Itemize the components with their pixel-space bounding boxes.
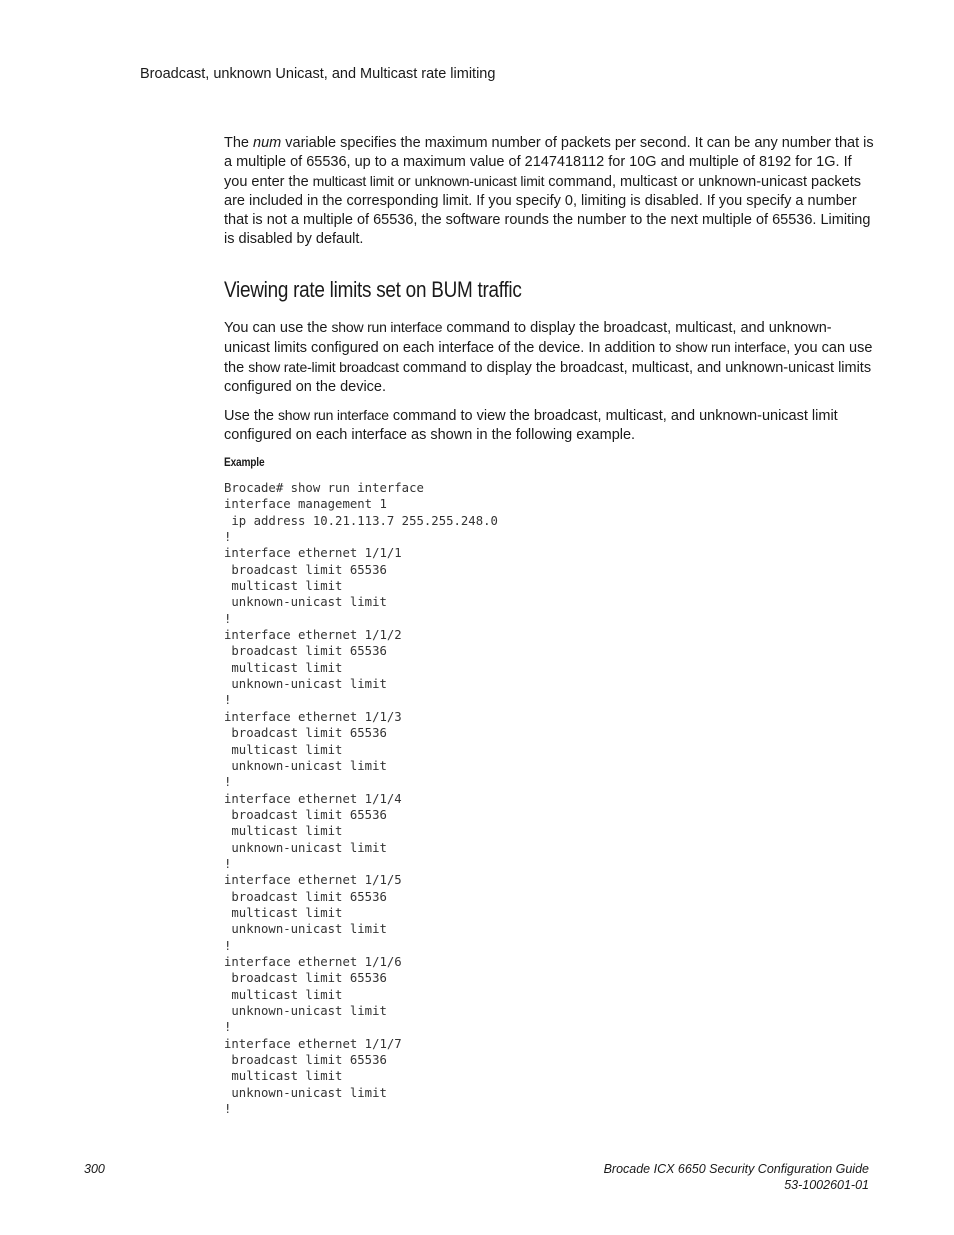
code-line: broadcast limit 65536 <box>224 889 387 904</box>
unknown-unicast-limit-command: unknown-unicast limit <box>414 173 545 189</box>
code-line: ! <box>224 1102 232 1117</box>
code-line: broadcast limit 65536 <box>224 562 387 577</box>
intro-text-1: The <box>224 135 254 151</box>
num-variable: num <box>253 135 282 151</box>
code-line: unknown-unicast limit <box>224 840 387 855</box>
footer-doc-title: Brocade ICX 6650 Security Configuration Guide <box>603 1162 869 1176</box>
code-line: unknown-unicast limit <box>224 1004 387 1018</box>
para2-text-4: command to display the broadcast, multicast, and unknown-unicast limits configured on the device. <box>224 360 872 395</box>
code-line: multicast limit <box>224 742 343 757</box>
para2-text-2: command to display the broadcast, multicast, and unknown-unicast limits configured on each interface of the device. In addition to <box>224 320 832 356</box>
code-line: multicast limit <box>224 660 343 675</box>
code-line: Brocade# show run interface <box>224 481 424 495</box>
para2-text-3: , you can use the <box>224 340 873 376</box>
show-run-interface-command: show run interface <box>278 407 389 423</box>
usage-paragraph <box>224 406 874 445</box>
running-head: Broadcast, unknown Unicast, and Multicast rate limiting <box>140 66 496 82</box>
code-line: ! <box>224 856 232 871</box>
code-line: broadcast limit 65536 <box>224 807 387 822</box>
code-line: interface ethernet 1/1/1 <box>224 546 402 561</box>
page-number: 300 <box>84 1162 105 1176</box>
code-line: ! <box>224 938 232 953</box>
code-line: interface ethernet 1/1/4 <box>224 791 402 806</box>
code-line: unknown-unicast limit <box>224 758 387 773</box>
show-rate-limit-broadcast-command: show rate-limit broadcast <box>248 359 399 375</box>
example-label: Example <box>224 457 265 469</box>
code-line: unknown-unicast limit <box>224 1085 387 1100</box>
intro-text-4: command, multicast or unknown-unicast packets are included in the corresponding limit. If you specify 0, limiting is disabled. If you specify a number that is not a multiple of 65536, the software rounds the number to the next multiple of 65536. Limiting is disabled by default. <box>224 174 871 247</box>
description-paragraph <box>224 318 874 397</box>
code-line: unknown-unicast limit <box>224 922 387 937</box>
show-run-interface-command: show run interface <box>675 339 787 355</box>
intro-text-3: or <box>393 174 415 190</box>
para3-text-2: command to view the broadcast, multicast, and unknown-unicast limit configured on each interface as shown in the following example. <box>224 408 838 443</box>
para2-text-1: You can use the <box>224 320 332 336</box>
code-line: ip address 10.21.113.7 255.255.248.0 <box>224 513 498 528</box>
code-line: ! <box>224 1020 232 1035</box>
code-line: interface ethernet 1/1/7 <box>224 1036 402 1051</box>
intro-paragraph <box>224 134 874 249</box>
code-line: interface ethernet 1/1/2 <box>224 628 402 643</box>
code-line: multicast limit <box>224 905 343 920</box>
code-line: ! <box>224 530 232 545</box>
code-line: broadcast limit 65536 <box>224 1053 387 1068</box>
code-line: unknown-unicast limit <box>224 595 387 610</box>
footer-doc-number: 53-1002601-01 <box>784 1178 869 1192</box>
code-line: broadcast limit 65536 <box>224 971 387 986</box>
code-line: interface management 1 <box>224 497 387 512</box>
page-content <box>224 134 874 1117</box>
code-line: multicast limit <box>224 1069 343 1084</box>
code-line: ! <box>224 611 232 626</box>
intro-text-2: variable specifies the maximum number of packets per second. It can be any number that is a multiple of 65536, up to a maximum value of 2147418112 for 10G and multiple of 8192 for 1G. If you enter the <box>224 135 874 190</box>
code-line: multicast limit <box>224 987 343 1002</box>
multicast-limit-command: multicast limit <box>312 173 394 189</box>
code-line: ! <box>224 693 232 708</box>
code-line: broadcast limit 65536 <box>224 644 387 659</box>
show-run-interface-command: show run interface <box>331 319 443 335</box>
code-line: interface ethernet 1/1/5 <box>224 873 402 888</box>
code-line: multicast limit <box>224 824 343 839</box>
para3-text-1: Use the <box>224 408 278 424</box>
code-line: unknown-unicast limit <box>224 677 387 692</box>
code-example <box>224 480 874 1117</box>
footer-doc-info <box>604 1161 869 1193</box>
code-line: interface ethernet 1/1/3 <box>224 709 402 724</box>
code-line: broadcast limit 65536 <box>224 726 387 741</box>
section-title: Viewing rate limits set on BUM traffic <box>224 277 522 302</box>
code-line: interface ethernet 1/1/6 <box>224 954 402 969</box>
code-line: ! <box>224 775 232 790</box>
code-line: multicast limit <box>224 579 343 594</box>
